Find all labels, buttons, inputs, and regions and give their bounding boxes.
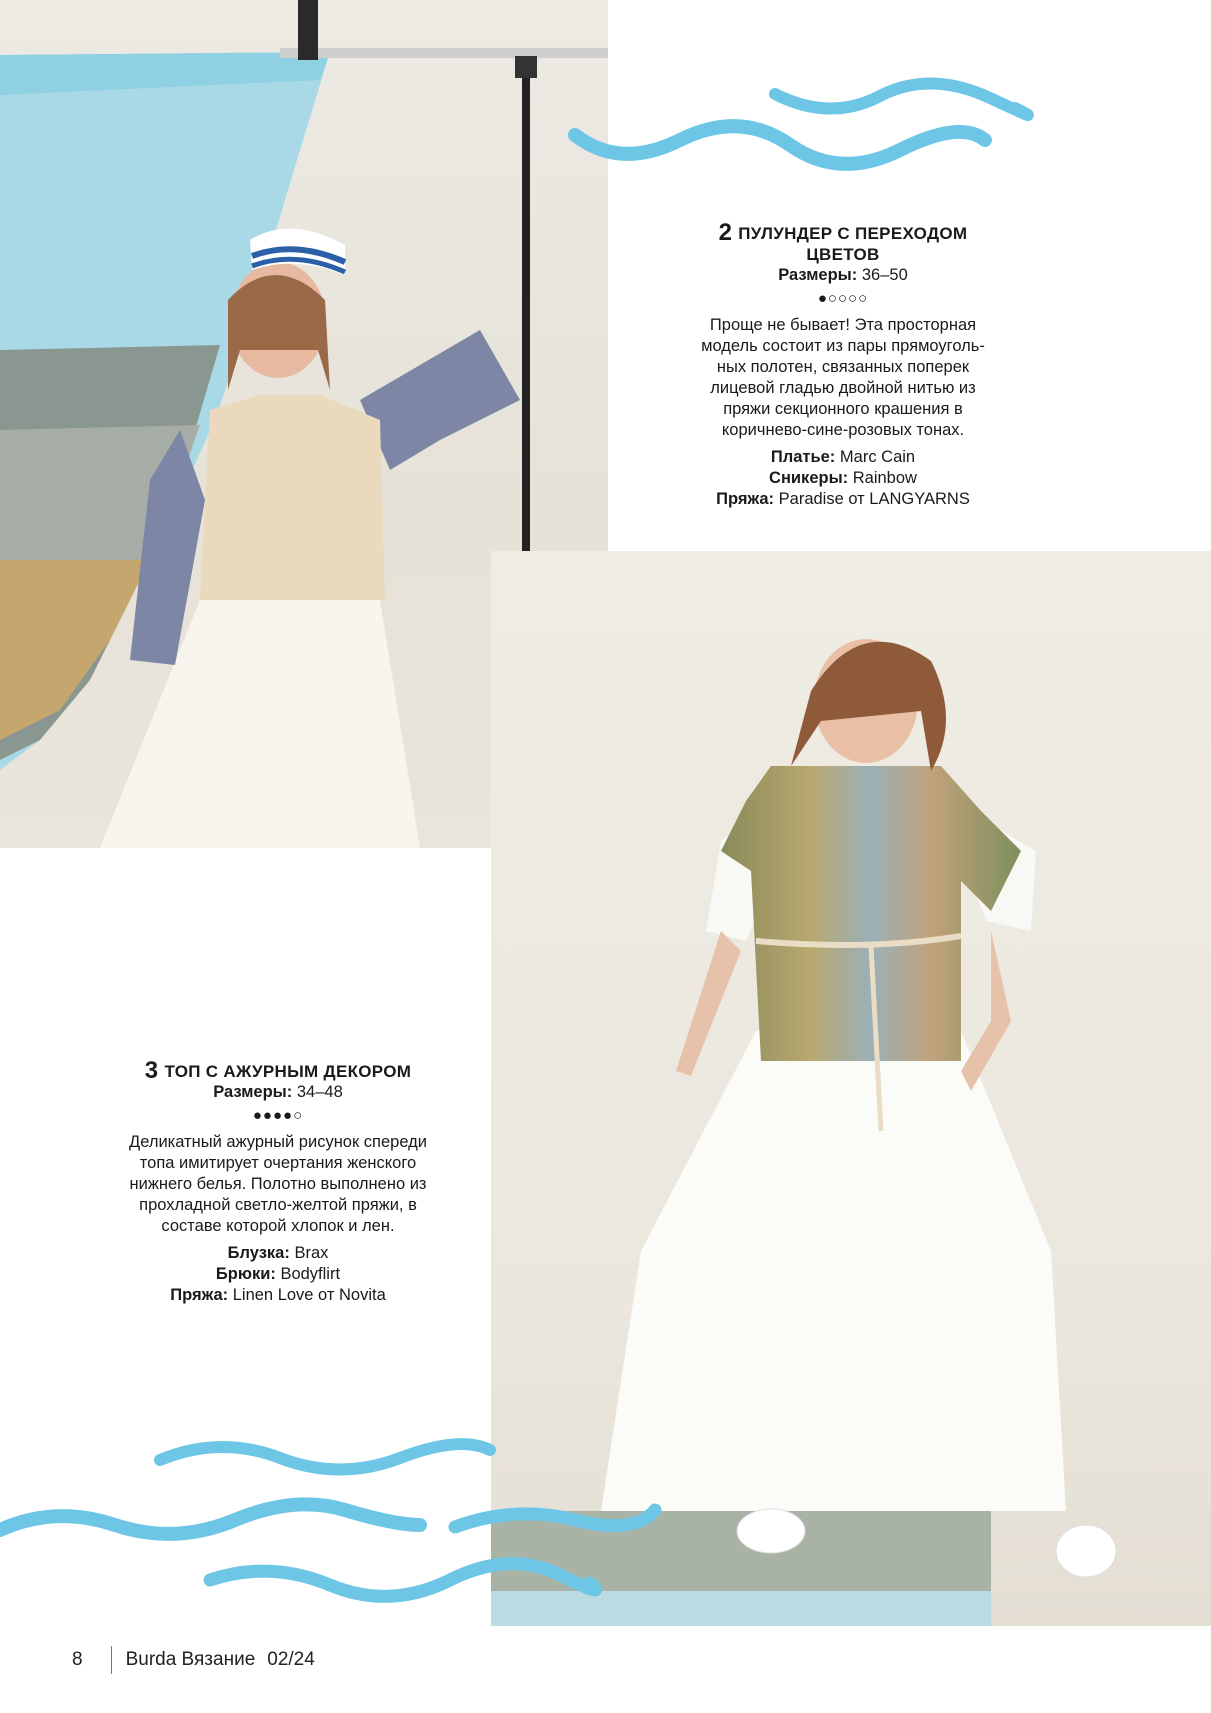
item-2-credit-yarn [690, 489, 996, 510]
credit-label: Пряжа: [170, 1286, 229, 1304]
item-2-caption [690, 219, 996, 510]
credit-value: Bodyflirt [280, 1265, 341, 1283]
item-3-difficulty-dots: ●●●●○ [252, 1107, 304, 1124]
item-2-number: 2 [718, 219, 733, 246]
credit-label: Брюки: [215, 1265, 276, 1283]
item-3-credit-yarn [118, 1285, 438, 1306]
credit-label: Сникеры: [769, 469, 849, 487]
item-3-sizes [118, 1082, 438, 1103]
item-2-credit-dress [690, 447, 996, 468]
item-3-sizes-value: 34–48 [296, 1083, 343, 1101]
footer-divider [111, 1646, 112, 1674]
credit-value: Linen Love от Novita [232, 1286, 386, 1304]
credit-value: Brax [294, 1244, 329, 1262]
issue-number: 02/24 [267, 1649, 315, 1670]
item-3-sizes-label: Размеры: [213, 1083, 293, 1101]
item-3-credit-trousers [118, 1264, 438, 1285]
page-footer [72, 1646, 315, 1674]
credit-label: Блузка: [227, 1244, 290, 1262]
item-3-description: Деликатный ажурный рисунок спереди топа имитирует очертания женского нижнего белья. Полотно выполнено из прохладной светло-желтой пряжи, в составе которой хлопок и лен. [129, 1133, 427, 1235]
credit-value: Paradise от LANGYARNS [778, 490, 970, 508]
item-2-sizes-value: 36–50 [861, 266, 908, 284]
item-2-difficulty-dots: ●○○○○ [817, 290, 869, 307]
magazine-name: Burda Вязание [125, 1649, 256, 1670]
item-3-caption [118, 1057, 438, 1306]
item-2-title-text: ПУЛУНДЕР С ПЕРЕХОДОМ ЦВЕТОВ [738, 224, 968, 264]
credit-label: Платье: [770, 448, 836, 466]
credit-value: Rainbow [852, 469, 917, 487]
credit-label: Пряжа: [716, 490, 775, 508]
credit-value: Marc Cain [839, 448, 916, 466]
item-2-title [690, 219, 996, 265]
item-3-title-text: ТОП С АЖУРНЫМ ДЕКОРОМ [164, 1062, 412, 1081]
item-2-description: Проще не бывает! Эта просторная модель состоит из пары прямоуголь-ных полотен, связанных поперек лицевой гладью двойной нитью из пряжи секционного крашения в коричнево-сине-розовых тонах. [701, 316, 985, 439]
item-3-title [118, 1057, 438, 1084]
item-2-credit-sneakers [690, 468, 996, 489]
item-2-sizes-label: Размеры: [778, 266, 858, 284]
model-in-rainbow-knit-top-photo [491, 551, 1211, 1626]
item-2-sizes [690, 265, 996, 286]
item-3-number: 3 [144, 1057, 159, 1084]
page-number: 8 [72, 1649, 83, 1670]
item-3-credit-blouse [118, 1243, 438, 1264]
